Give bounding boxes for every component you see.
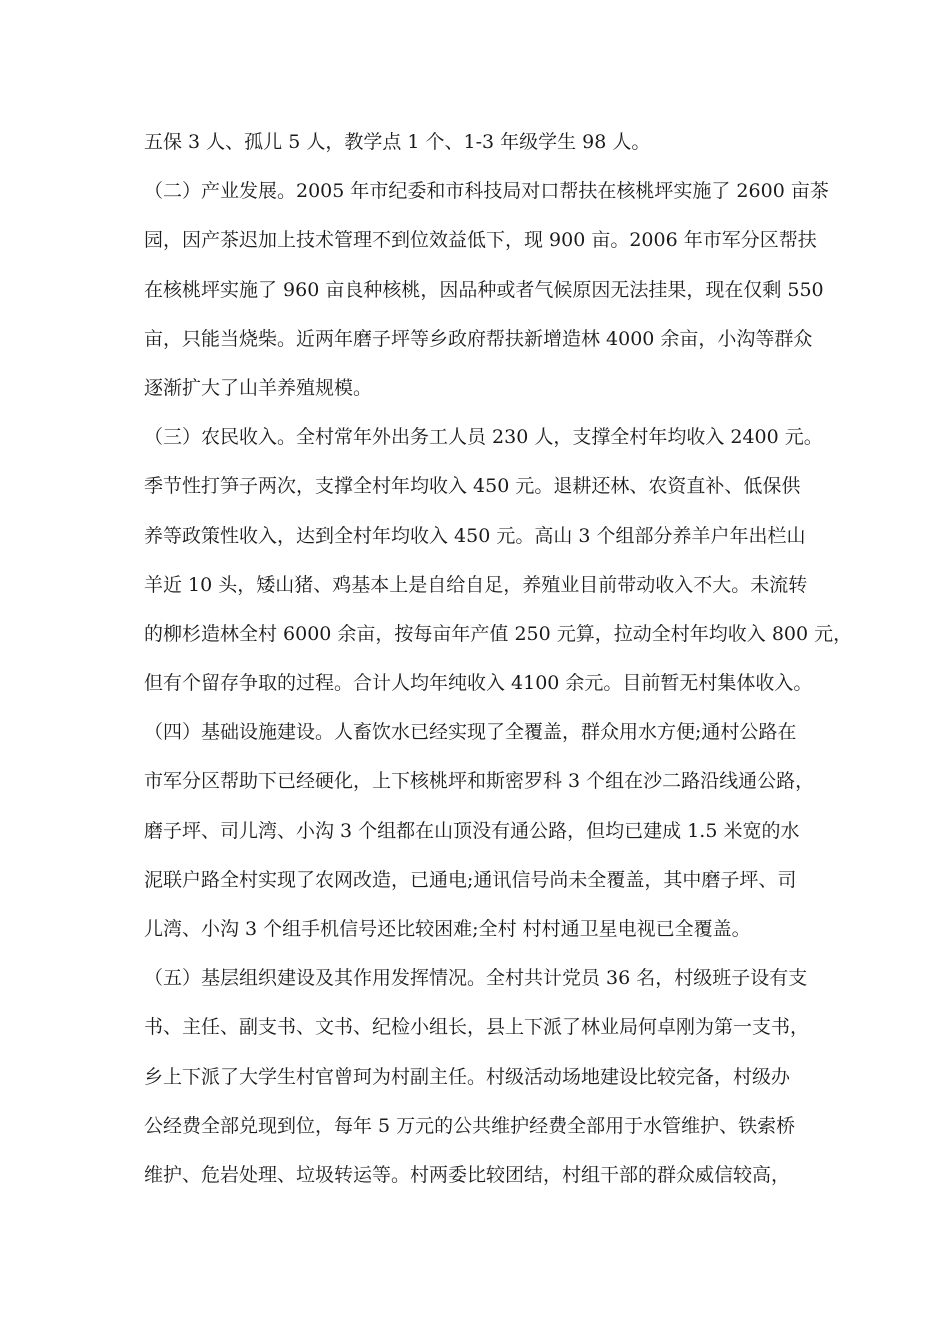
text-line: 但有个留存争取的过程。合计人均年纯收入 4100 余元。目前暂无村集体收入。	[144, 672, 813, 695]
text-line: 市军分区帮助下已经硬化，上下核桃坪和斯密罗科 3 个组在沙二路沿线通公路，	[144, 770, 815, 793]
text-line: 亩，只能当烧柴。近两年磨子坪等乡政府帮扶新增造林 4000 余亩，小沟等群众	[144, 327, 813, 350]
text-line: （三）农民收入。全村常年外出务工人员 230 人，支撑全村年均收入 2400 元。	[144, 426, 823, 449]
text-line: 公经费全部兑现到位，每年 5 万元的公共维护经费全部用于水管维护、铁索桥	[144, 1114, 796, 1137]
text-line: 季节性打笋子两次，支撑全村年均收入 450 元。退耕还林、农资直补、低保供	[144, 475, 801, 498]
text-line: 儿湾、小沟 3 个组手机信号还比较困难;全村 村村通卫星电视已全覆盖。	[144, 918, 751, 940]
text-line: （四）基础设施建设。人畜饮水已经实现了全覆盖，群众用水方便;通村公路在	[144, 721, 797, 744]
text-line: 逐渐扩大了山羊养殖规模。	[144, 376, 373, 399]
text-line: 书、主任、副支书、文书、纪检小组长，县上下派了林业局何卓刚为第一支书，	[144, 1016, 810, 1039]
text-line: 乡上下派了大学生村官曾珂为村副主任。村级活动场地建设比较完备，村级办	[144, 1065, 791, 1088]
text-line: （五）基层组织建设及其作用发挥情况。全村共计党员 36 名，村级班子设有支	[144, 967, 808, 990]
text-line: 养等政策性收入，达到全村年均收入 450 元。高山 3 个组部分养羊户年出栏山	[144, 524, 806, 547]
text-line: 五保 3 人、孤儿 5 人，教学点 1 个、1-3 年级学生 98 人。	[144, 131, 651, 153]
text-line: 园，因产茶迟加上技术管理不到位效益低下，现 900 亩。2006 年市军分区帮扶	[144, 229, 817, 252]
text-line: 羊近 10 头，矮山猪、鸡基本上是自给自足，养殖业目前带动收入不大。未流转	[144, 573, 808, 596]
text-line: （二）产业发展。2005 年市纪委和市科技局对口帮扶在核桃坪实施了 2600 亩茶	[144, 180, 829, 203]
document-body	[144, 118, 853, 1200]
text-line: 磨子坪、司儿湾、小沟 3 个组都在山顶没有通公路，但均已建成 1.5 米宽的水	[144, 819, 800, 842]
text-line: 泥联户路全村实现了农网改造，已通电;通讯信号尚未全覆盖，其中磨子坪、司	[144, 868, 797, 891]
text-line: 维护、危岩处理、垃圾转运等。村两委比较团结，村组干部的群众威信较高，	[144, 1163, 791, 1186]
text-line: 的柳杉造林全村 6000 余亩，按每亩年产值 250 元算，拉动全村年均收入 800 元，	[144, 622, 853, 645]
text-line: 在核桃坪实施了 960 亩良种核桃，因品种或者气候原因无法挂果，现在仅剩 550	[144, 278, 824, 301]
